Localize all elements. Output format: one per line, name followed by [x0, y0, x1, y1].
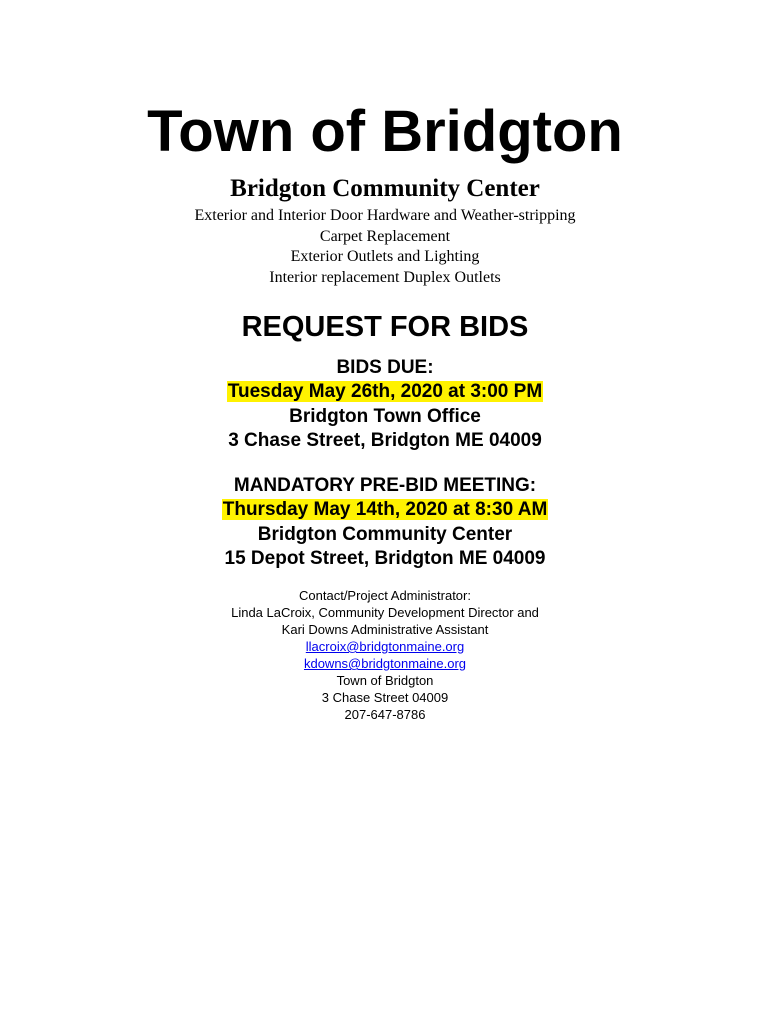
contact-person: Linda LaCroix, Community Development Director and	[231, 605, 539, 620]
bids-due-address: 3 Chase Street, Bridgton ME 04009	[228, 429, 542, 451]
scope-item: Carpet Replacement	[319, 227, 451, 245]
contact-person: Kari Downs Administrative Assistant	[281, 622, 489, 637]
bids-due-location: Bridgton Town Office	[289, 405, 481, 427]
bids-due-datetime: Tuesday May 26th, 2020 at 3:00 PM	[227, 381, 543, 403]
pre-bid-meeting-section	[0, 474, 770, 571]
scope-item: Exterior and Interior Door Hardware and Weather-stripping	[194, 207, 576, 224]
page-title: Town of Bridgton	[147, 99, 623, 164]
scope-item: Interior replacement Duplex Outlets	[269, 268, 501, 286]
email-link[interactable]: llacroix@bridgtonmaine.org	[305, 639, 465, 654]
scope-item: Exterior Outlets and Lighting	[290, 248, 480, 265]
contact-org: Town of Bridgton	[336, 673, 434, 688]
request-for-bids-heading: REQUEST FOR BIDS	[241, 311, 529, 343]
contact-phone: 207-647-8786	[344, 707, 426, 722]
pre-bid-meeting-location: Bridgton Community Center	[257, 523, 513, 545]
contact-heading: Contact/Project Administrator:	[299, 588, 471, 603]
pre-bid-meeting-datetime: Thursday May 14th, 2020 at 8:30 AM	[222, 499, 548, 521]
scope-list	[0, 206, 770, 288]
project-subtitle: Bridgton Community Center	[230, 175, 540, 202]
bids-due-section	[0, 356, 770, 453]
pre-bid-meeting-address: 15 Depot Street, Bridgton ME 04009	[224, 547, 546, 569]
contact-section	[0, 587, 770, 723]
bids-due-label: BIDS DUE:	[336, 357, 434, 378]
contact-address: 3 Chase Street 04009	[321, 690, 449, 705]
email-link[interactable]: kdowns@bridgtonmaine.org	[303, 656, 467, 671]
pre-bid-meeting-label: MANDATORY PRE-BID MEETING:	[233, 475, 537, 496]
